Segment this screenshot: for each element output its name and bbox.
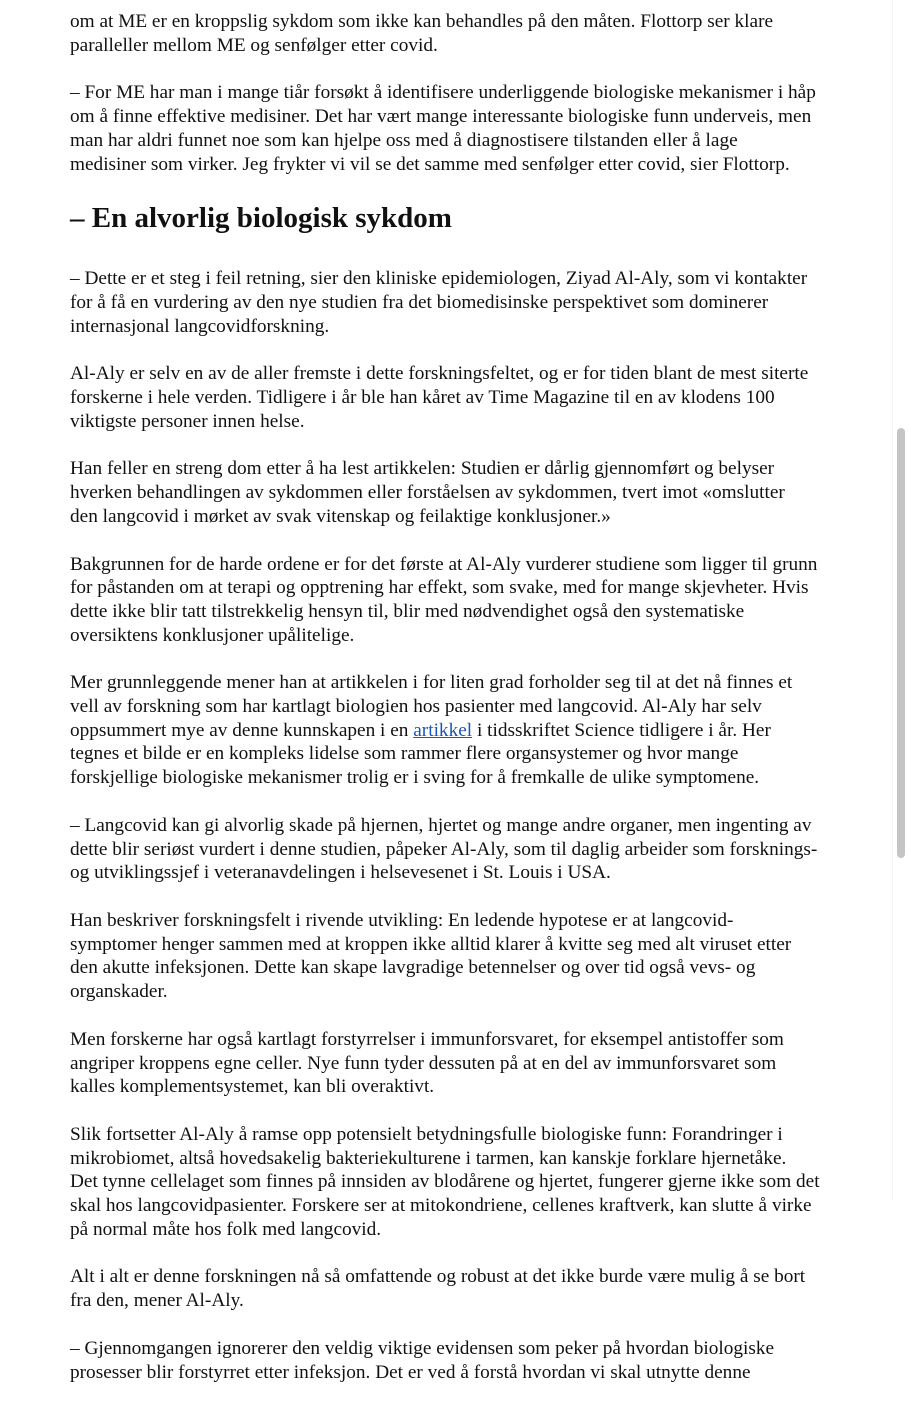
paragraph-intro-tail-line2: paralleller mellom ME og senfølger etter covid. (70, 34, 438, 56)
article-body (70, 10, 840, 1408)
paragraph-feil-retning: – Dette er et steg i feil retning, sier den kliniske epidemiologen, Ziyad Al-Aly, som vi kontakter for å få en vurdering av den nye studien fra det biomedisinske perspektivet som dominerer internasjonal langcovidforskning. (70, 268, 808, 337)
paragraph-grunnleggende-text-before: Mer grunnleggende mener han at artikkelen i for liten grad forholder seg til at det nå finnes et vell av forskning som har kartlagt biologien hos pasienter med langcovid. Al-Aly har selv oppsummert mye av denne kunnskapen i en (70, 672, 793, 741)
paragraph-al-aly: Al-Aly er selv en av de aller fremste i dette forskningsfeltet, og er for tiden blant de mest siterte forskerne i hele verden. Tidligere i år ble han kåret av Time Magazine til en av klodens 100 viktigste personer innen helse. (70, 363, 809, 432)
scrollbar-thumb[interactable] (897, 428, 905, 858)
paragraph-evidens: – Gjennomgangen ignorerer den veldig viktige evidensen som peker på hvordan biologiske prosesser blir forstyrret etter infeksjon. Det er ved å forstå hvordan vi skal utnytte denne (70, 1337, 775, 1383)
paragraph-immun: Men forskerne har også kartlagt forstyrrelser i immunforsvaret, for eksempel antistoffer som angriper kroppens egne celler. Nye funn tyder dessuten på at en del av immunforsvaret som kalles komplementsystemet, kan bli overaktivt. (70, 1028, 784, 1098)
paragraph-robust: Alt i alt er denne forskningen nå så omfattende og robust at det ikke burde være mulig å se bort fra den, mener Al-Aly. (70, 1266, 806, 1312)
paragraph-grunnleggende-text-after: i tidsskriftet Science tidligere i år. Her tegnes et bilde er en kompleks lidelse som rammer flere organsystemer og hvor mange forskjellige biologiske mekanismer trolig er i sving for å fremkalle de ulike symptomene. (70, 719, 771, 789)
paragraph-bakgrunn: Bakgrunnen for de harde ordene er for det første at Al-Aly vurderer studiene som ligger til grunn for påstanden om at terapi og opptrening har effekt, som svake, med for mange skjevheter. Hvis dette ikke blir tatt tilstrekkelig hensyn til, blir med nødvendighet også den systematiske oversiktens konklusjoner upålitelige. (70, 553, 818, 646)
artikkel-link[interactable]: artikkel (413, 719, 473, 741)
paragraph-grunnleggende (70, 671, 840, 790)
vertical-scrollbar[interactable] (893, 0, 909, 1200)
paragraph-dom: Han feller en streng dom etter å ha lest artikkelen: Studien er dårlig gjennomført og belyser hverken behandlingen av sykdommen eller forståelsen av sykdommen, tvert imot «omslutter den langcovid i mørket av svak vitenskap og feilaktige konklusjoner.» (70, 458, 785, 527)
paragraph-intro-tail (70, 10, 840, 57)
paragraph-funn: Slik fortsetter Al-Aly å ramse opp potensielt betydningsfulle biologiske funn: Forandringer i mikrobiomet, altså hovedsakelig bakteriekulturene i tarmen, kan kanskje forklare hjernetåke. Det tynne cellelaget som finnes på innsiden av blodårene og hjertet, fungerer gjerne ikke som det skal hos langcovidpasienter. Forskere ser at mitokondriene, cellenes kraftverk, kan slutte å virke på normal måte hos folk med langcovid. (70, 1123, 820, 1240)
paragraph-hjernen: – Langcovid kan gi alvorlig skade på hjernen, hjertet og mange andre organer, men ingenting av dette blir seriøst vurdert i denne studien, påpeker Al-Aly, som til daglig arbeider som forsknings- og utviklingssjef i veteranavdelingen i helsevesenet i St. Louis i USA. (70, 814, 818, 884)
paragraph-utvikling: Han beskriver forskningsfelt i rivende utvikling: En ledende hypotese er at langcovid- symptomer henger sammen med at kroppen ikke alltid klarer å kvitte seg med alt viruset etter den akutte infeksjonen. Dette kan skape lavgradige betennelser og over tid også vevs- og organskader. (70, 909, 792, 1003)
paragraph-me: – For ME har man i mange tiår forsøkt å identifisere underliggende biologiske mekanismer i håp om å finne effektive medisiner. Det har vært mange interessante biologiske funn underveis, men man har aldri funnet noe som kan hjelpe oss med å diagnostisere tilstanden eller å lage medisiner som virker. Jeg frykter vi vil se det samme med senfølger etter covid, sier Flottorp. (70, 82, 816, 175)
section-heading: – En alvorlig biologisk sykdom (70, 202, 452, 235)
paragraph-intro-tail-line1: om at ME er en kroppslig sykdom som ikke kan behandles på den måten. Flottorp ser klare (70, 11, 774, 32)
